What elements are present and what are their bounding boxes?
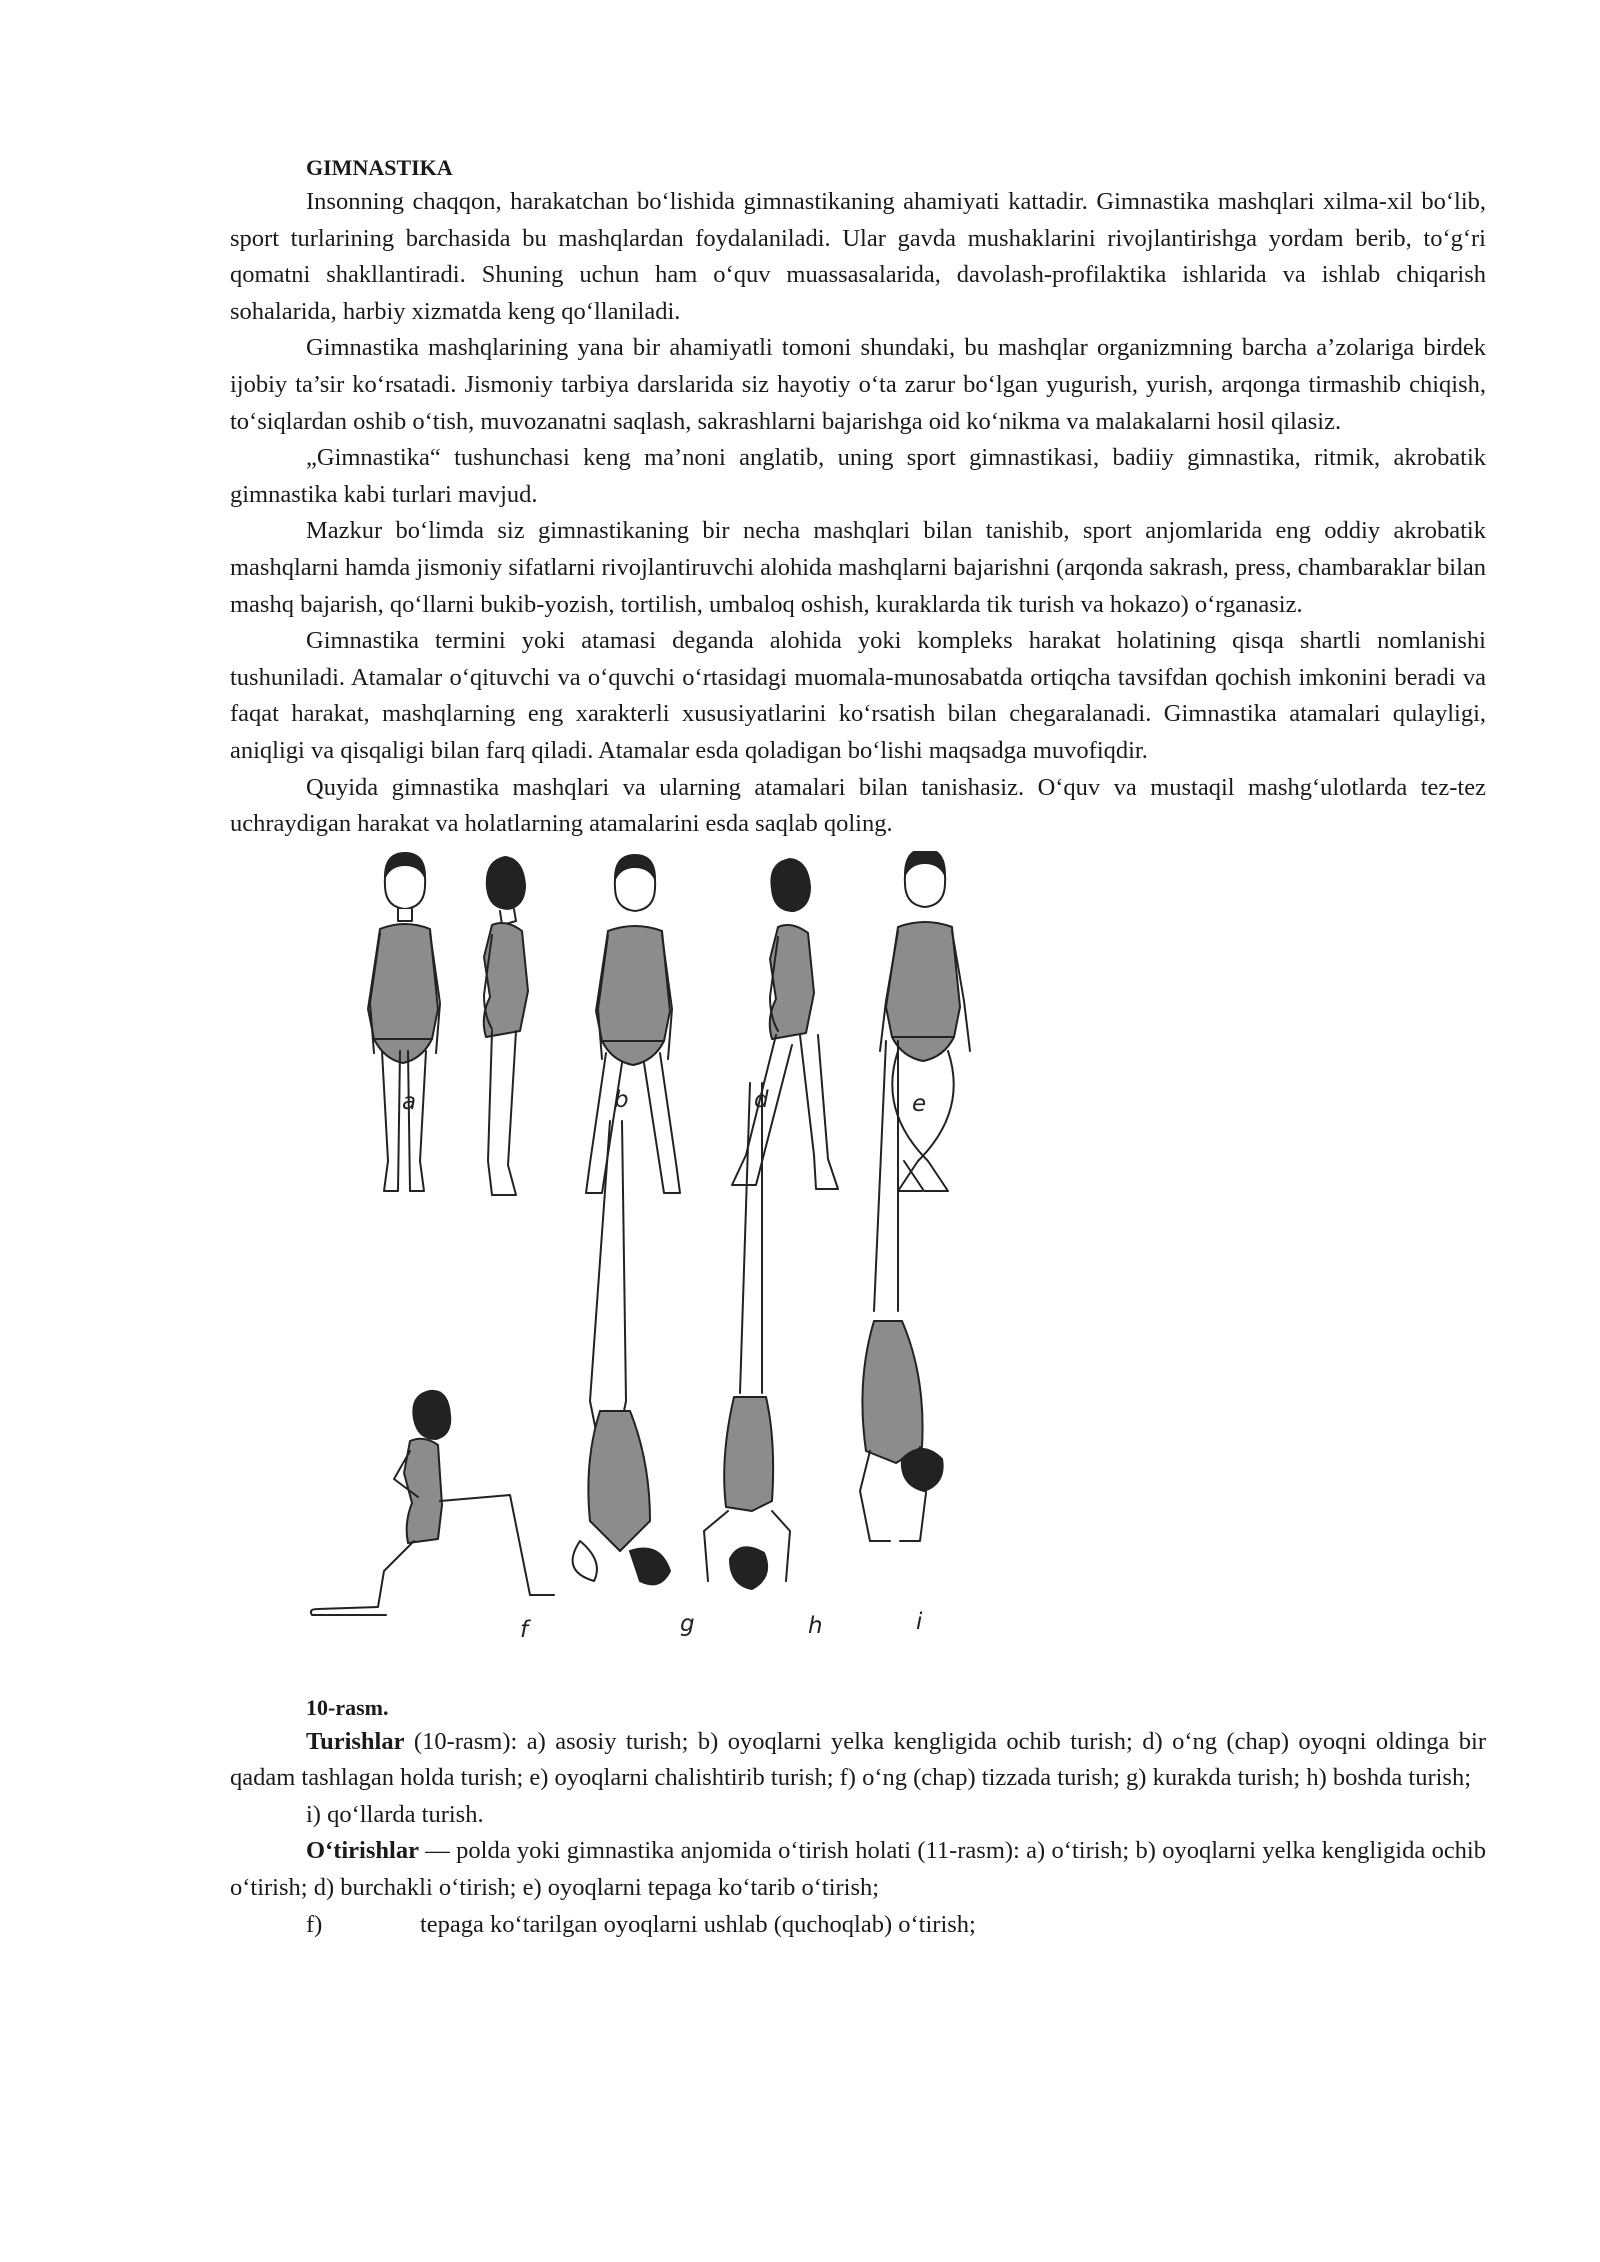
turishlar-term: Turishlar <box>306 1727 405 1755</box>
figure-h-headstand <box>704 1083 790 1589</box>
gymnastics-figure <box>230 851 1486 1686</box>
figure-label-e: e <box>912 1090 927 1117</box>
otirishlar-item-f-text: tepaga ko‘tarilgan oyoqlarni ushlab (quchoqlab) o‘tirish; <box>420 1910 976 1938</box>
paragraph-2: Gimnastika mashqlarining yana bir ahamiyatli tomoni shundaki, bu mashqlar organizmning barcha a’zolariga birdek ijobiy ta’sir ko‘rsatadi. Jismoniy tarbiya darslarida siz hayotiy o‘ta zarur bo‘lgan yugurish, yurish, arqonga tirmashib chiqish, to‘siqlardan oshib o‘tish, muvozanatni saqlash, sakrashlarni bajarishga oid ko‘nikma va malakalarni hosil qilasiz. <box>230 334 1486 435</box>
otirishlar-item-f <box>306 1907 1486 1944</box>
paragraph-1: Insonning chaqqon, harakatchan bo‘lishida gimnastikaning ahamiyati kattadir. Gimnastika mashqlari xilma-xil bo‘lib, sport turlarining barchasida bu mashqlardan foydalaniladi. Ular gavda mushaklarini rivojlantirishga yordam berib, to‘g‘ri qomatni shakllantiradi. Shuning uchun ham o‘quv muassasalarida, davolash-profilaktika ishlarida va ishlab chiqarish sohalarida, harbiy xizmatda keng qo‘llaniladi. <box>230 188 1486 325</box>
turishlar-text: (10-rasm): a) asosiy turish; b) oyoqlarni yelka kengligida ochib turish; d) o‘ng (chap) oyoqni oldinga bir qadam tashlagan holda turish; e) oyoqlarni chalishtirib turish; f) o‘ng (chap) tizzada turish; g) kurakda turish; h) boshda turish; <box>230 1727 1486 1792</box>
turishlar-item-i: i) qo‘llarda turish. <box>306 1800 484 1828</box>
paragraph-6: Quyida gimnastika mashqlari va ularning atamalari bilan tanishasiz. O‘quv va mustaqil mashg‘ulotlarda tez-tez uchraydigan harakat va holatlarning atamalarini esda saqlab qoling. <box>230 773 1486 838</box>
figure-e-crossed-legs <box>880 851 970 1191</box>
paragraph-5: Gimnastika termini yoki atamasi deganda alohida yoki kompleks harakat holatining qisqa shartli nomlanishi tushuniladi. Atamalar o‘qituvchi va o‘quvchi o‘rtasidagi muomala-munosabatda ortiqcha tavsifdan qochish imkonini beradi va faqat harakat, mashqlarning eng xarakterli xususiyatlarini ko‘rsatish bilan chegaralanadi. Gimnastika atamalari qulayligi, aniqligi va qisqaligi bilan farq qiladi. Atamalar esda qoladigan bo‘lishi maqsadga muvofiqdir. <box>230 627 1486 764</box>
figure-label-g: g <box>680 1610 695 1637</box>
paragraph-3: „Gimnastika“ tushunchasi keng ma’noni anglatib, uning sport gimnastikasi, badiiy gimnastika, ritmik, akrobatik gimnastika kabi turlari mavjud. <box>230 444 1486 508</box>
turishlar-paragraph <box>230 1724 1486 1797</box>
figure-label-d: d <box>754 1086 769 1113</box>
figure-b2-legs-apart <box>586 855 680 1193</box>
figure-label-f: f <box>520 1616 529 1643</box>
section-title: GIMNASTIKA <box>306 155 453 180</box>
gymnastics-illustration <box>230 851 1486 1686</box>
otirishlar-text: — polda yoki gimnastika anjomida o‘tirish holati (11-rasm): a) o‘tirish; b) oyoqlarni yelka kengligida ochib o‘tirish; d) burchakli o‘tirish; e) oyoqlarni tepaga ko‘tarib o‘tirish; <box>230 1837 1486 1902</box>
figure-a-basic-stance <box>368 853 440 1191</box>
figure-f-kneeling <box>311 1391 554 1615</box>
figure-label-b: b <box>614 1086 629 1113</box>
figure-caption: 10-rasm. <box>306 1694 389 1720</box>
figure-label-i: i <box>916 1608 923 1635</box>
document-page <box>230 152 1486 1943</box>
otirishlar-term: O‘tirishlar <box>306 1837 419 1865</box>
figure-label-h: h <box>808 1612 823 1639</box>
figure-i-handstand <box>860 1041 943 1541</box>
figure-b-side-stance <box>484 857 528 1195</box>
otirishlar-paragraph <box>230 1833 1486 1906</box>
paragraph-4: Mazkur bo‘limda siz gimnastikaning bir necha mashqlari bilan tanishib, sport anjomlarida eng oddiy akrobatik mashqlarni hamda jismoniy sifatlarni rivojlantiruvchi alohida mashqlarni bajarishni (arqonda sakrash, press, chambaraklar bilan mashq bajarish, qo‘llarni bukib-yozish, tortilish, umbaloq oshish, kuraklarda tik turish va hokazo) o‘rganasiz. <box>230 517 1486 618</box>
otirishlar-item-f-marker: f) <box>306 1910 323 1938</box>
figure-label-a: a <box>402 1088 417 1115</box>
